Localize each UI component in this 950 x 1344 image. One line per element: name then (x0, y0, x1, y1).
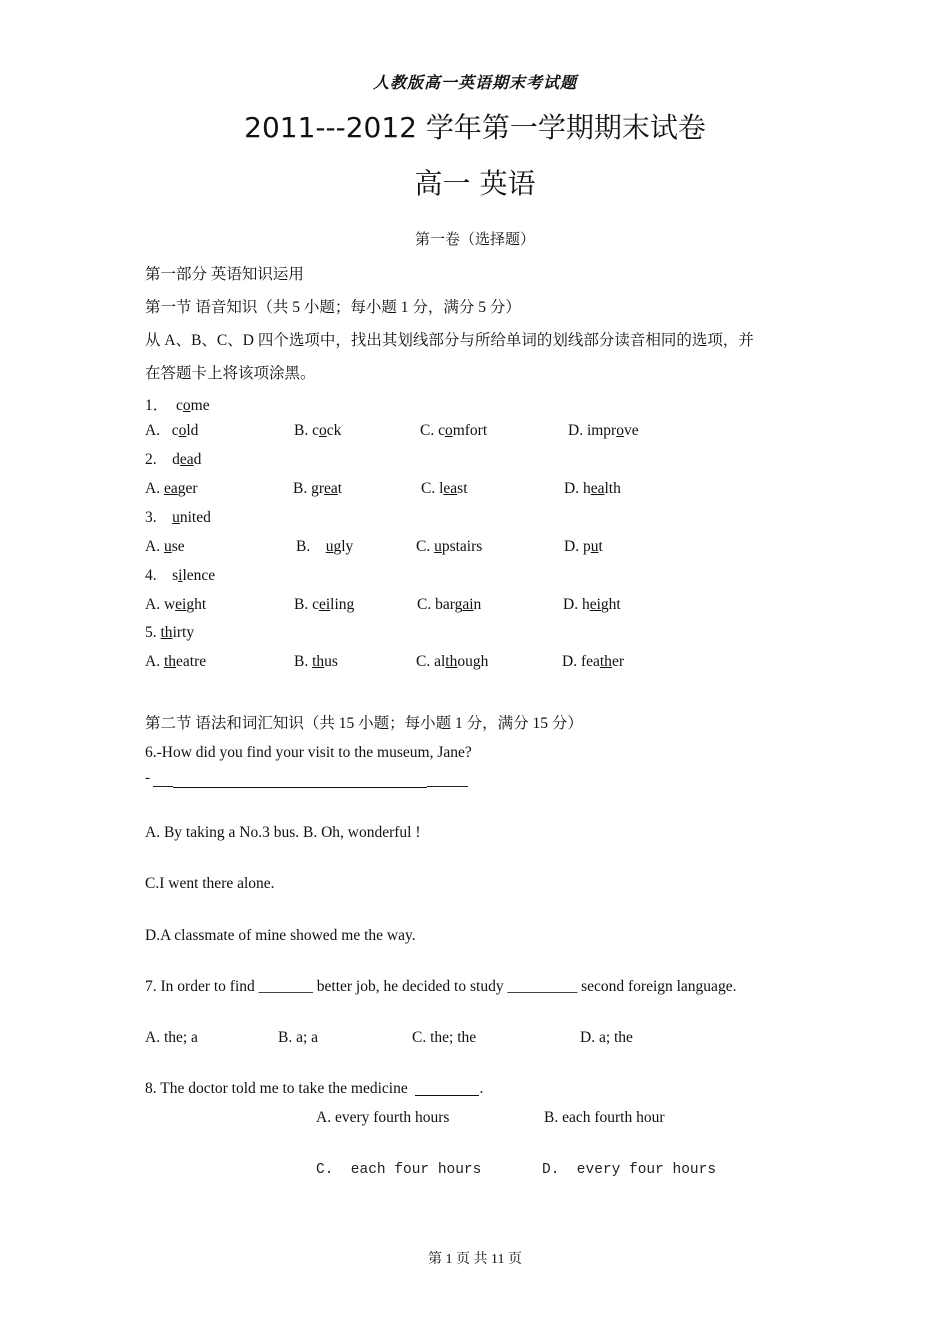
answer-prefix: - (145, 770, 150, 786)
phonetics-2-stem-text: 2. d (145, 451, 180, 468)
phonetics-1-option-text: A. c (145, 422, 179, 439)
phonetics-4-option-rest: ght (600, 596, 621, 613)
phonetics-4-option-c (417, 596, 481, 614)
phonetics-2-option-text: A. (145, 480, 164, 497)
phonetics-question-2 (145, 451, 201, 469)
question-8-blank (415, 1080, 479, 1096)
section1-heading: 第一节 语音知识（共 5 小题；每小题 1 分，满分 5 分） (145, 299, 521, 316)
phonetics-2-stem-underlined: ea (179, 451, 194, 468)
phonetics-1-option-a (145, 422, 198, 440)
phonetics-1-option-rest: mfort (452, 422, 488, 439)
phonetics-1-option-d (568, 422, 639, 440)
phonetics-5-option-d (562, 653, 624, 671)
phonetics-5-stem-underlined: th (160, 624, 173, 641)
phonetics-2-option-c (421, 480, 468, 498)
phonetics-3-stem-text: 3. (145, 509, 173, 526)
page-number: 第 1 页 共 11 页 (428, 1252, 522, 1267)
phonetics-1-stem-rest: me (190, 397, 210, 414)
phonetics-3-option-text: C. (416, 538, 435, 555)
phonetics-5-option-c (416, 653, 488, 671)
phonetics-1-option-underlined: o (178, 422, 187, 439)
phonetics-4-option-text: B. c (294, 596, 319, 613)
phonetics-1-option-underlined: o (616, 422, 624, 439)
phonetics-2-option-a (145, 480, 198, 498)
phonetics-4-option-rest: ling (330, 596, 355, 613)
phonetics-4-option-underlined: ei (318, 596, 331, 613)
question-7-option-d: D. a; the (580, 1029, 633, 1046)
question-8-period: . (479, 1080, 484, 1097)
phonetics-3-option-rest: t (598, 538, 603, 555)
phonetics-2-option-b (293, 480, 342, 498)
subject-title: 高一 英语 (414, 167, 536, 200)
question-7-stem: 7. In order to find _______ better job, he decided to study _________ second foreign language. (145, 978, 737, 995)
phonetics-question-1 (145, 393, 210, 415)
question-7-option-a: A. the; a (145, 1029, 198, 1046)
phonetics-question-5 (145, 624, 194, 642)
phonetics-5-option-underlined: th (312, 653, 325, 670)
exam-series-title: 人教版高一英语期末考试题 (372, 73, 577, 92)
phonetics-4-option-rest: n (473, 596, 482, 613)
phonetics-2-option-underlined: ea (443, 480, 458, 497)
phonetics-5-stem-text: 5. (145, 624, 161, 641)
phonetics-3-stem-rest: nited (179, 509, 211, 526)
phonetics-2-option-underlined: ea (163, 480, 178, 497)
question-6-option-d: D.A classmate of mine showed me the way. (145, 927, 416, 944)
phonetics-5-stem-rest: irty (172, 624, 195, 641)
phonetics-4-option-rest: ght (186, 596, 207, 613)
phonetics-3-option-b (296, 538, 353, 556)
phonetics-4-stem-underlined: i (178, 567, 183, 584)
phonetics-1-option-text: C. c (420, 422, 445, 439)
phonetics-2-option-rest: st (457, 480, 468, 497)
phonetics-1-option-b (294, 422, 341, 440)
phonetics-question-3 (145, 509, 211, 527)
phonetics-5-option-text: A. (145, 653, 164, 670)
phonetics-1-stem-text: 1． c (145, 397, 183, 414)
instruction-line-1: 从 A、B、C、D 四个选项中，找出其划线部分与所给单词的划线部分读音相同的选项，并 (145, 332, 754, 349)
phonetics-3-option-c (416, 538, 482, 556)
phonetics-5-option-text: C. al (416, 653, 446, 670)
phonetics-5-option-rest: eatre (176, 653, 207, 670)
part1-heading: 第一部分 英语知识运用 (145, 266, 304, 283)
phonetics-2-option-rest: ger (177, 480, 198, 497)
phonetics-1-option-underlined: o (318, 422, 327, 439)
phonetics-4-stem-rest: lence (182, 567, 216, 584)
phonetics-3-option-text: D. p (564, 538, 591, 555)
phonetics-5-option-rest: us (324, 653, 338, 670)
phonetics-5-option-text: B. (294, 653, 313, 670)
phonetics-4-option-text: D. h (563, 596, 590, 613)
section2-heading: 第二节 语法和词汇知识（共 15 小题；每小题 1 分，满分 15 分） (145, 715, 583, 732)
question-7-option-c: C. the; the (412, 1029, 477, 1046)
phonetics-5-option-underlined: th (599, 653, 612, 670)
phonetics-3-option-rest: se (171, 538, 185, 555)
question-6-stem: 6.-How did you find your visit to the museum, Jane? (145, 744, 472, 761)
phonetics-5-option-rest: ough (457, 653, 489, 670)
phonetics-4-option-b (294, 596, 354, 614)
phonetics-3-option-a (145, 538, 185, 556)
question-7-option-b: B. a; a (278, 1029, 319, 1046)
phonetics-4-option-a (145, 596, 206, 614)
phonetics-1-option-underlined: o (444, 422, 453, 439)
phonetics-3-option-rest: pstairs (441, 538, 483, 555)
phonetics-2-option-underlined: ea (324, 480, 338, 497)
phonetics-4-option-underlined: ei (175, 596, 187, 613)
phonetics-2-option-rest: t (337, 480, 343, 497)
phonetics-5-option-rest: er (611, 653, 624, 670)
question-8-stem (145, 1080, 483, 1098)
phonetics-2-option-d (564, 480, 621, 498)
phonetics-question-4 (145, 567, 215, 585)
question-6-options-ab: A. By taking a No.3 bus. B. Oh, wonderful ! (145, 824, 421, 841)
phonetics-4-option-text: A. w (145, 596, 176, 613)
phonetics-1-stem-underlined: o (182, 397, 191, 414)
phonetics-5-option-underlined: th (445, 653, 458, 670)
phonetics-2-option-rest: lth (604, 480, 621, 497)
phonetics-3-option-rest: gly (333, 538, 354, 555)
phonetics-5-option-underlined: th (163, 653, 177, 670)
question-8-option-d: D. every four hours (542, 1162, 717, 1178)
phonetics-3-stem-underlined: u (172, 509, 180, 526)
phonetics-1-option-c (420, 422, 487, 440)
instruction-line-2: 在答题卡上将该项涂黑。 (145, 365, 316, 382)
phonetics-1-option-rest: ck (326, 422, 342, 439)
phonetics-2-stem-rest: d (193, 451, 202, 468)
phonetics-1-option-text: B. c (294, 422, 319, 439)
phonetics-3-option-underlined: u (325, 538, 334, 555)
question-8-option-a: A. every fourth hours (316, 1109, 450, 1126)
question-8-option-c: C. each four hours (316, 1162, 482, 1178)
phonetics-3-option-text: A. (145, 538, 164, 555)
phonetics-4-option-text: C. barg (417, 596, 463, 613)
phonetics-3-option-d (564, 538, 603, 556)
question-8-option-b: B. each fourth hour (544, 1109, 665, 1126)
phonetics-1-option-text: D. impr (568, 422, 617, 439)
question-6-answer-line (145, 772, 468, 790)
phonetics-5-option-text: D. fea (562, 653, 600, 670)
exam-title: 2011---2012 学年第一学期期末试卷 (244, 111, 706, 144)
volume-heading: 第一卷（选择题） (414, 232, 535, 248)
phonetics-4-option-d (563, 596, 621, 614)
phonetics-4-stem-text: 4. s (145, 567, 179, 584)
phonetics-3-option-underlined: u (434, 538, 442, 555)
phonetics-1-option-rest: ld (186, 422, 199, 439)
phonetics-4-option-underlined: ei (589, 596, 601, 613)
phonetics-2-option-underlined: ea (590, 480, 605, 497)
phonetics-2-option-text: C. l (421, 480, 444, 497)
phonetics-3-option-underlined: u (163, 538, 172, 555)
phonetics-1-option-rest: ve (623, 422, 639, 439)
phonetics-4-option-underlined: ai (462, 596, 474, 613)
question-8-stem-text: 8. The doctor told me to take the medicine (145, 1080, 416, 1097)
phonetics-5-option-b (294, 653, 338, 671)
phonetics-2-option-text: B. gr (293, 480, 324, 497)
phonetics-3-option-text: B. (296, 538, 326, 555)
question-6-option-c: C.I went there alone. (145, 875, 275, 892)
phonetics-2-option-text: D. h (564, 480, 591, 497)
phonetics-5-option-a (145, 653, 206, 671)
phonetics-3-option-underlined: u (590, 538, 599, 555)
